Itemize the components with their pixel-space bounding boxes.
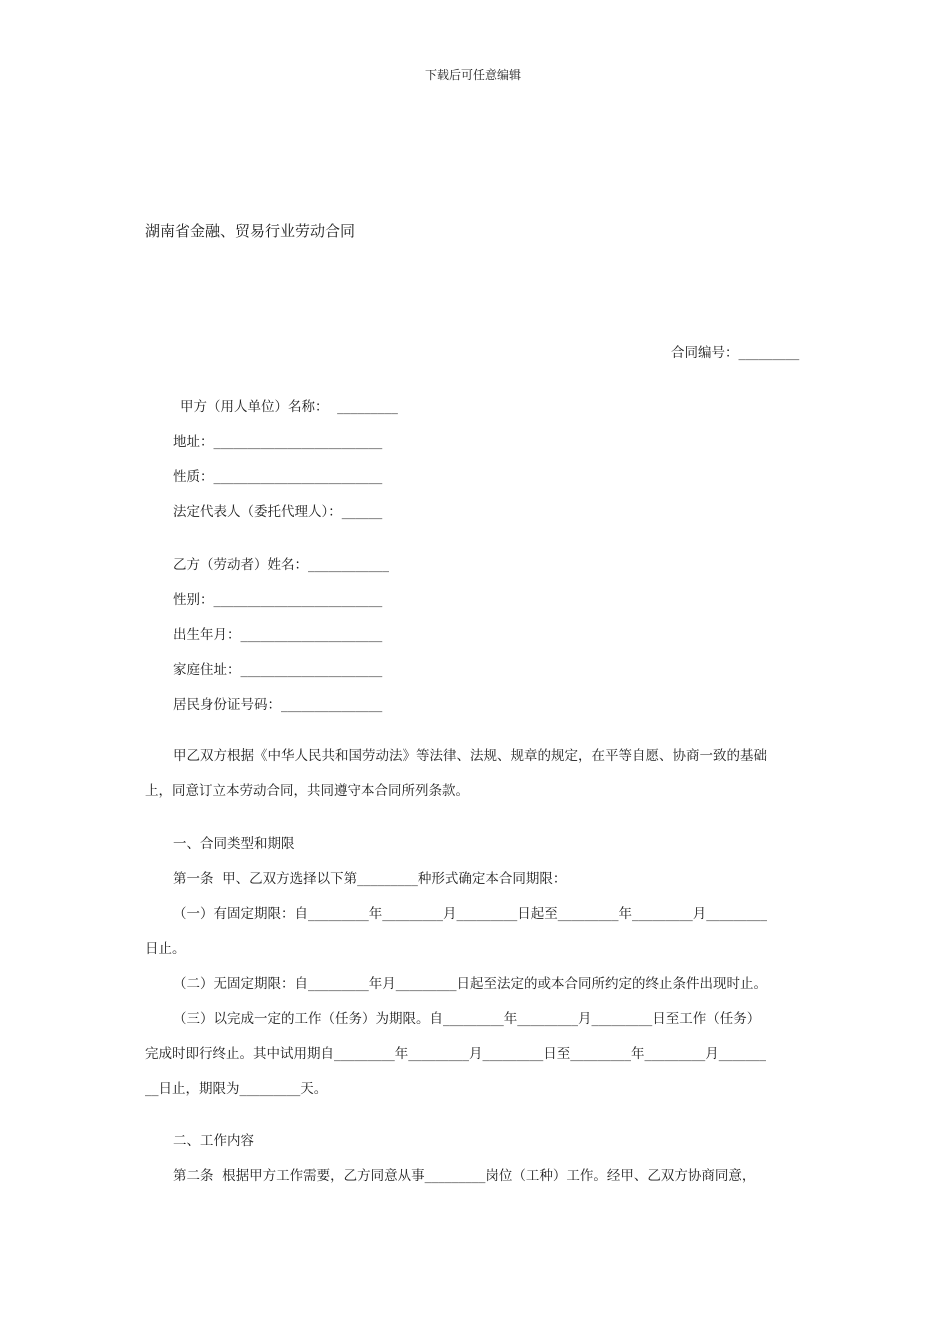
preamble-line-2: 上，同意订立本劳动合同，共同遵守本合同所列条款。 (145, 783, 469, 799)
party-b-name: 乙方（劳动者）姓名：____________ (173, 557, 389, 573)
party-a-address: 地址：_________________________ (173, 434, 383, 450)
article-2: 第二条 根据甲方工作需要，乙方同意从事_________岗位（工种）工作。经甲、乙双方协商同意， (173, 1168, 756, 1184)
party-a-name: 甲方（用人单位）名称： _________ (180, 399, 398, 415)
party-b-id-number: 居民身份证号码：_______________ (173, 697, 383, 713)
contract-number: 合同编号：_________ (671, 345, 800, 361)
task-term-line-2: 完成时即行终止。其中试用期自_________年_________月_________日至_________年_________月_______ (145, 1046, 766, 1062)
article-1: 第一条 甲、乙双方选择以下第_________种形式确定本合同期限： (173, 871, 567, 887)
party-b-birth: 出生年月：_____________________ (173, 627, 383, 643)
task-term-line-3: __日止，期限为_________天。 (145, 1081, 328, 1097)
party-b-gender: 性别：_________________________ (173, 592, 383, 608)
section-2-heading: 二、工作内容 (173, 1133, 254, 1149)
party-a-nature: 性质：_________________________ (173, 469, 383, 485)
fixed-term-line-2: 日止。 (145, 941, 186, 957)
party-b-home-address: 家庭住址：_____________________ (173, 662, 383, 678)
preamble-line-1: 甲乙双方根据《中华人民共和国劳动法》等法律、法规、规章的规定，在平等自愿、协商一致的基础 (173, 748, 767, 764)
fixed-term-line-1: （一）有固定期限：自_________年_________月_________日起至_________年_________月_________ (173, 906, 767, 922)
page-header: 下载后可任意编辑 (425, 68, 522, 82)
open-ended-term: （二）无固定期限：自_________年月_________日起至法定的或本合同所约定的终止条件出现时止。 (173, 976, 767, 992)
section-1-heading: 一、合同类型和期限 (173, 836, 295, 852)
party-a-legal-rep: 法定代表人（委托代理人）：______ (173, 504, 383, 520)
task-term-line-1: （三）以完成一定的工作（任务）为期限。自_________年_________月_________日至工作（任务） (173, 1011, 761, 1027)
contract-title: 湖南省金融、贸易行业劳动合同 (145, 222, 356, 240)
